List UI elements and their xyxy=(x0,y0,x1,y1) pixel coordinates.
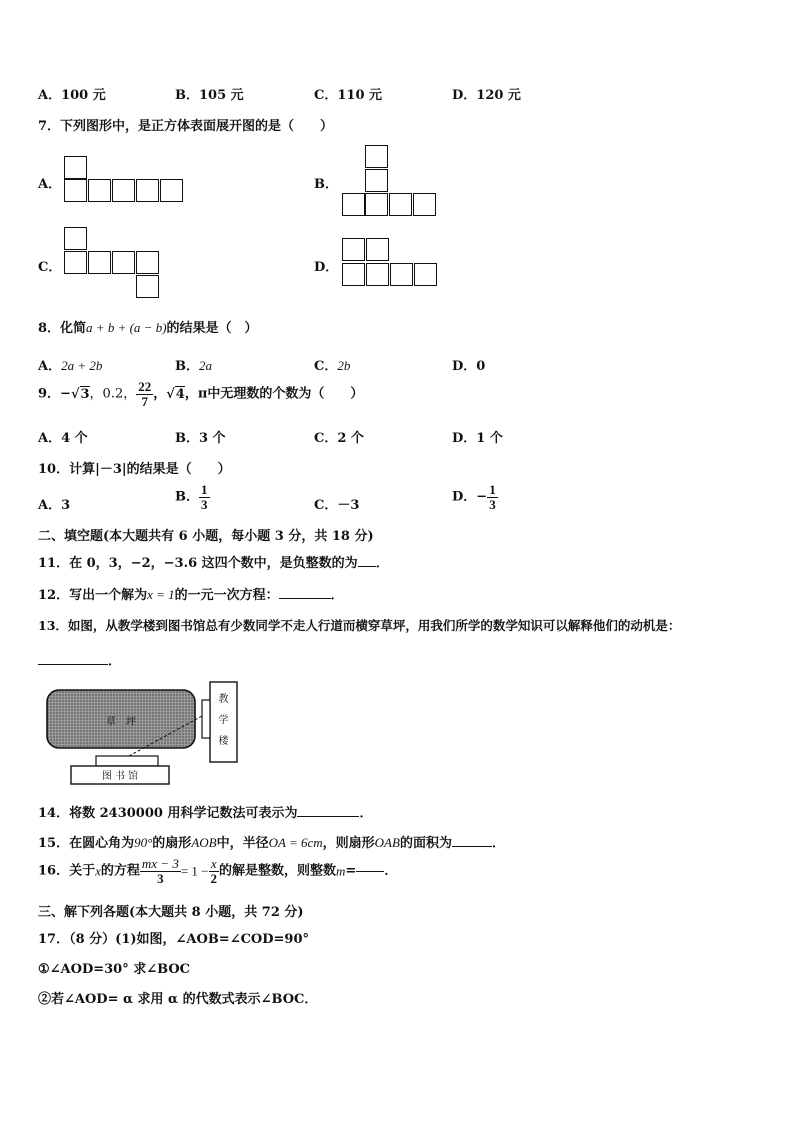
q7-label-d: D． xyxy=(314,260,339,275)
building-entrance-shape xyxy=(202,700,210,738)
building-label-1: 教 xyxy=(218,694,229,705)
q13-answer-line: ． xyxy=(38,650,121,669)
q6-option-d: D．120 元 xyxy=(452,88,521,103)
q6-option-c: C．110 元 xyxy=(314,88,383,103)
q8-option-a: A．2a + 2b xyxy=(38,358,103,374)
q9-option-d: D．1 个 xyxy=(452,431,503,446)
q9-option-a: A．4 个 xyxy=(38,431,88,446)
q11: 11．在 0，3，−2，−3.6 这四个数中，是负整数的为 ． xyxy=(38,556,389,571)
q8-option-b: B．2a xyxy=(175,358,212,374)
library-label: 图 书 馆 xyxy=(101,771,139,782)
q9-fraction: $\frac{22}{7}$ xyxy=(138,379,152,409)
q8-expression: a + b + (a − b) xyxy=(86,320,167,335)
q9-option-b: B．3 个 xyxy=(175,431,226,446)
q13-figure xyxy=(44,676,244,788)
q9-option-c: C．2 个 xyxy=(314,431,364,446)
q8-stem: 8．化简a + b + (a − b)的结果是（ ） xyxy=(38,320,258,336)
section-3-heading: 三、解下列各题(本大题共 8 小题，共 72 分) xyxy=(38,905,304,920)
q17-line-1: 17．（8 分）(1)如图，∠AOB=∠COD=90° xyxy=(38,932,310,947)
lawn-label: 草 坪 xyxy=(106,717,136,728)
q10-option-d: D．− $\frac{1}{3}$ xyxy=(452,482,496,512)
q7-label-c: C． xyxy=(38,260,62,275)
q8-option-c: C．2b xyxy=(314,358,351,374)
q10-option-a: A．3 xyxy=(38,498,71,513)
q12: 12．写出一个解为x = 1的一元一次方程： ． xyxy=(38,587,344,603)
q7-label-b: B． xyxy=(314,177,338,192)
q7-label-a: A． xyxy=(38,177,62,192)
building-label-2: 学 xyxy=(218,715,229,726)
q10-option-b: B． $\frac{1}{3}$ xyxy=(175,482,208,512)
q14: 14．将数 2430000 用科学记数法可表示为 ． xyxy=(38,806,373,821)
building-label-3: 楼 xyxy=(218,736,229,747)
q10-stem: 10．计算|－3|的结果是（ ） xyxy=(38,462,231,477)
q9-stem: 9．−√3，0.2， $\frac{22}{7}$ ，√4，π中无理数的个数为（ ） xyxy=(38,379,364,409)
q17-line-3: ②若∠AOD= α 求用 α 的代数式表示∠BOC． xyxy=(38,992,318,1007)
q8-option-d: D．0 xyxy=(452,359,486,374)
section-2-heading: 二、填空题(本大题共有 6 小题，每小题 3 分，共 18 分) xyxy=(38,529,374,544)
q6-option-a: A．100 元 xyxy=(38,88,106,103)
q17-line-2: ①∠AOD=30° 求∠BOC xyxy=(38,962,191,977)
q7-stem: 7．下列图形中，是正方体表面展开图的是（ ） xyxy=(38,119,334,134)
library-entrance-shape xyxy=(96,756,158,766)
q15: 15．在圆心角为90°的扇形AOB中，半径OA = 6cm，则扇形OAB的面积为 ． xyxy=(38,835,505,851)
q16: 16．关于x的方程 $\frac{mx - 3}{3}$ = 1 − $\frac{x}{2}$ 的解是整数，则整数m= ． xyxy=(38,856,398,886)
q10-option-c: C．－3 xyxy=(314,498,360,513)
q13-stem: 13．如图，从教学楼到图书馆总有少数同学不走人行道而横穿草坪，用我们所学的数学知识可以解释他们的动机是： xyxy=(38,618,681,633)
q6-option-b: B．105 元 xyxy=(175,88,244,103)
